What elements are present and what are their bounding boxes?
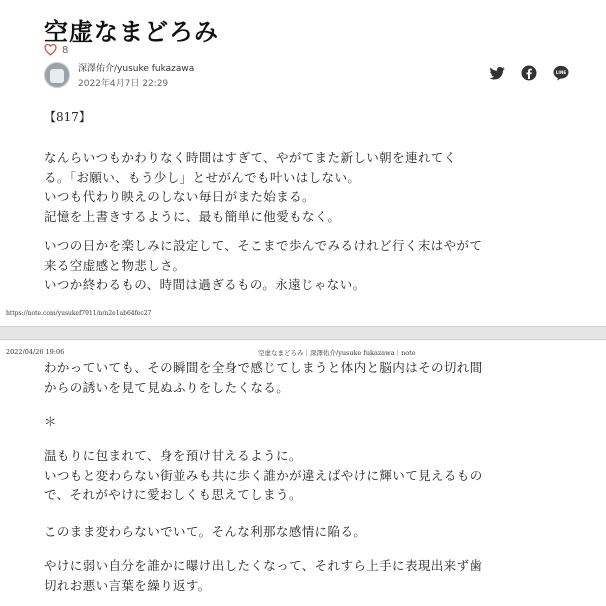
share-icons bbox=[488, 64, 570, 82]
like-row[interactable] bbox=[44, 44, 68, 56]
print-footer-url[interactable]: https://note.com/yusukef7911/n/n2e1ab64fec27 bbox=[6, 310, 152, 317]
avatar[interactable] bbox=[44, 62, 70, 88]
text-line: なんらいつもかわりなく時間はすぎて、やがてまた新しい朝を連れてく bbox=[44, 150, 457, 165]
line-icon-label: LINE bbox=[555, 69, 567, 75]
text-line: る。「お願い、もう少し」とせがんでも叶いはしない。 bbox=[44, 169, 361, 185]
post-date: 2022年4月7日 22:29 bbox=[78, 79, 169, 89]
paragraph-1 bbox=[44, 148, 457, 226]
text-line: いつの日かを楽しみに設定して、そこまで歩んでみるけれど行く末はやがて bbox=[44, 238, 483, 253]
text-line: 切れお悪い言葉を繰り返す。 bbox=[44, 577, 211, 593]
author-row bbox=[44, 61, 194, 89]
like-count: 8 bbox=[62, 44, 69, 56]
paragraph-3 bbox=[44, 358, 483, 397]
heart-icon[interactable] bbox=[44, 44, 57, 56]
twitter-icon[interactable] bbox=[488, 64, 506, 82]
text-line: わかっていても、その瞬間を全身で感じてしまうと体内と脳内はその切れ間 bbox=[44, 360, 483, 375]
print-header-title: 空虚なまどろみ｜深澤佑介/yusuke fukazawa｜note bbox=[258, 349, 416, 357]
text-line: 記憶を上書きするように、最も簡単に他愛もなく。 bbox=[44, 208, 341, 224]
text-line: いつか終わるもの、時間は過ぎるもの。永遠じゃない。 bbox=[44, 277, 366, 292]
author-name[interactable]: 深澤佑介/yusuke fukazawa bbox=[78, 64, 195, 74]
facebook-icon[interactable] bbox=[520, 64, 538, 82]
paragraph-6 bbox=[44, 556, 482, 595]
text-line: やけに弱い自分を誰かに曝け出したくなって、それすら上手に表現出来ず歯 bbox=[44, 558, 483, 573]
article-title: 空虚なまどろみ bbox=[44, 17, 219, 46]
text-line: で、それがやけに愛おしくも思えてしまう。 bbox=[44, 487, 302, 502]
line-icon[interactable] bbox=[552, 64, 570, 82]
paragraph-5 bbox=[44, 522, 366, 542]
separator: ＊ bbox=[44, 414, 57, 429]
text-line: いつもと変わらない街並みも共に歩く誰かが違えばやけに輝いて見えるもの bbox=[44, 467, 483, 483]
page-divider bbox=[0, 326, 606, 340]
article-page-bottom bbox=[0, 340, 606, 606]
text-line: いつも代わり映えのしない毎日がまた始まる。 bbox=[44, 189, 315, 204]
paragraph-4 bbox=[44, 446, 483, 505]
post-number: 【817】 bbox=[44, 110, 91, 124]
text-line: 温もりに包まれて、身を預け甘えるように。 bbox=[44, 448, 302, 463]
text-line: このまま変わらないでいて。そんな利那な感情に陥る。 bbox=[44, 524, 367, 539]
text-line: 来る空虚感と物悲しさ。 bbox=[44, 257, 186, 273]
text-line: からの誘いを見て見ぬふりをしたくなる。 bbox=[44, 379, 290, 395]
paragraph-2 bbox=[44, 236, 482, 295]
print-header-date: 2022/04/26 19:06 bbox=[6, 348, 65, 356]
